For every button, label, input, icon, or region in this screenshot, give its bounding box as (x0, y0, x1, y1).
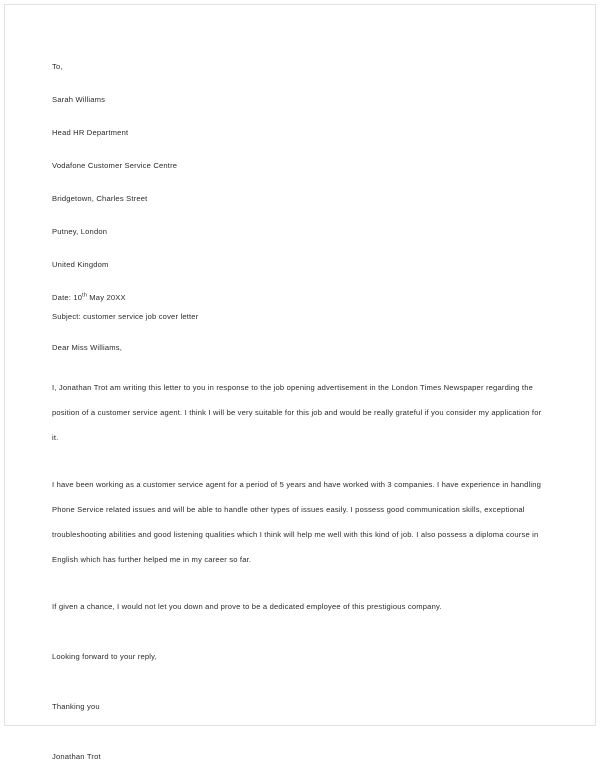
recipient-name: Sarah Williams (52, 95, 106, 104)
closing-thanks: Thanking you (52, 702, 100, 711)
letter-salutation: Dear Miss Williams, (52, 343, 123, 352)
date-remainder: May 20XX (87, 293, 126, 302)
letter-body (52, 61, 546, 769)
body-paragraph-3: If given a chance, I would not let you down and prove to be a dedicated employee of this prestigious company. (52, 602, 442, 611)
document-page (4, 4, 596, 761)
letter-date (52, 292, 546, 303)
closing-looking-forward: Looking forward to your reply, (52, 652, 157, 661)
body-paragraph-2: I have been working as a customer service agent for a period of 5 years and have worked with 3 companies. I have experience in handling Phone Service related issues and will be able to handle other types of issues easily. I possess good communication skills, exceptional troubleshooting abilities and good listening qualities which I think will help me well with this kind of job. I also possess a diploma course in English which has further helped me in my career so far. (52, 480, 544, 564)
letter-subject: Subject: customer service job cover letter (52, 312, 199, 321)
recipient-street: Bridgetown, Charles Street (52, 194, 148, 203)
body-paragraph-1: I, Jonathan Trot am writing this letter to you in response to the job opening advertisement in the London Times Newspaper regarding the position of a customer service agent. I think I will be very suitable for this job and would be really grateful if you consider my application for it. (52, 383, 544, 442)
date-label: Date: 10 (52, 293, 83, 302)
signature-name: Jonathan Trot (52, 752, 101, 761)
recipient-company: Vodafone Customer Service Centre (52, 161, 178, 170)
letter-meta (52, 292, 546, 322)
recipient-city: Putney, London (52, 227, 108, 236)
recipient-to-label: To, (52, 62, 63, 71)
recipient-country: United Kingdom (52, 260, 109, 269)
date-ordinal-suffix: th (82, 292, 88, 299)
recipient-department: Head HR Department (52, 128, 129, 137)
